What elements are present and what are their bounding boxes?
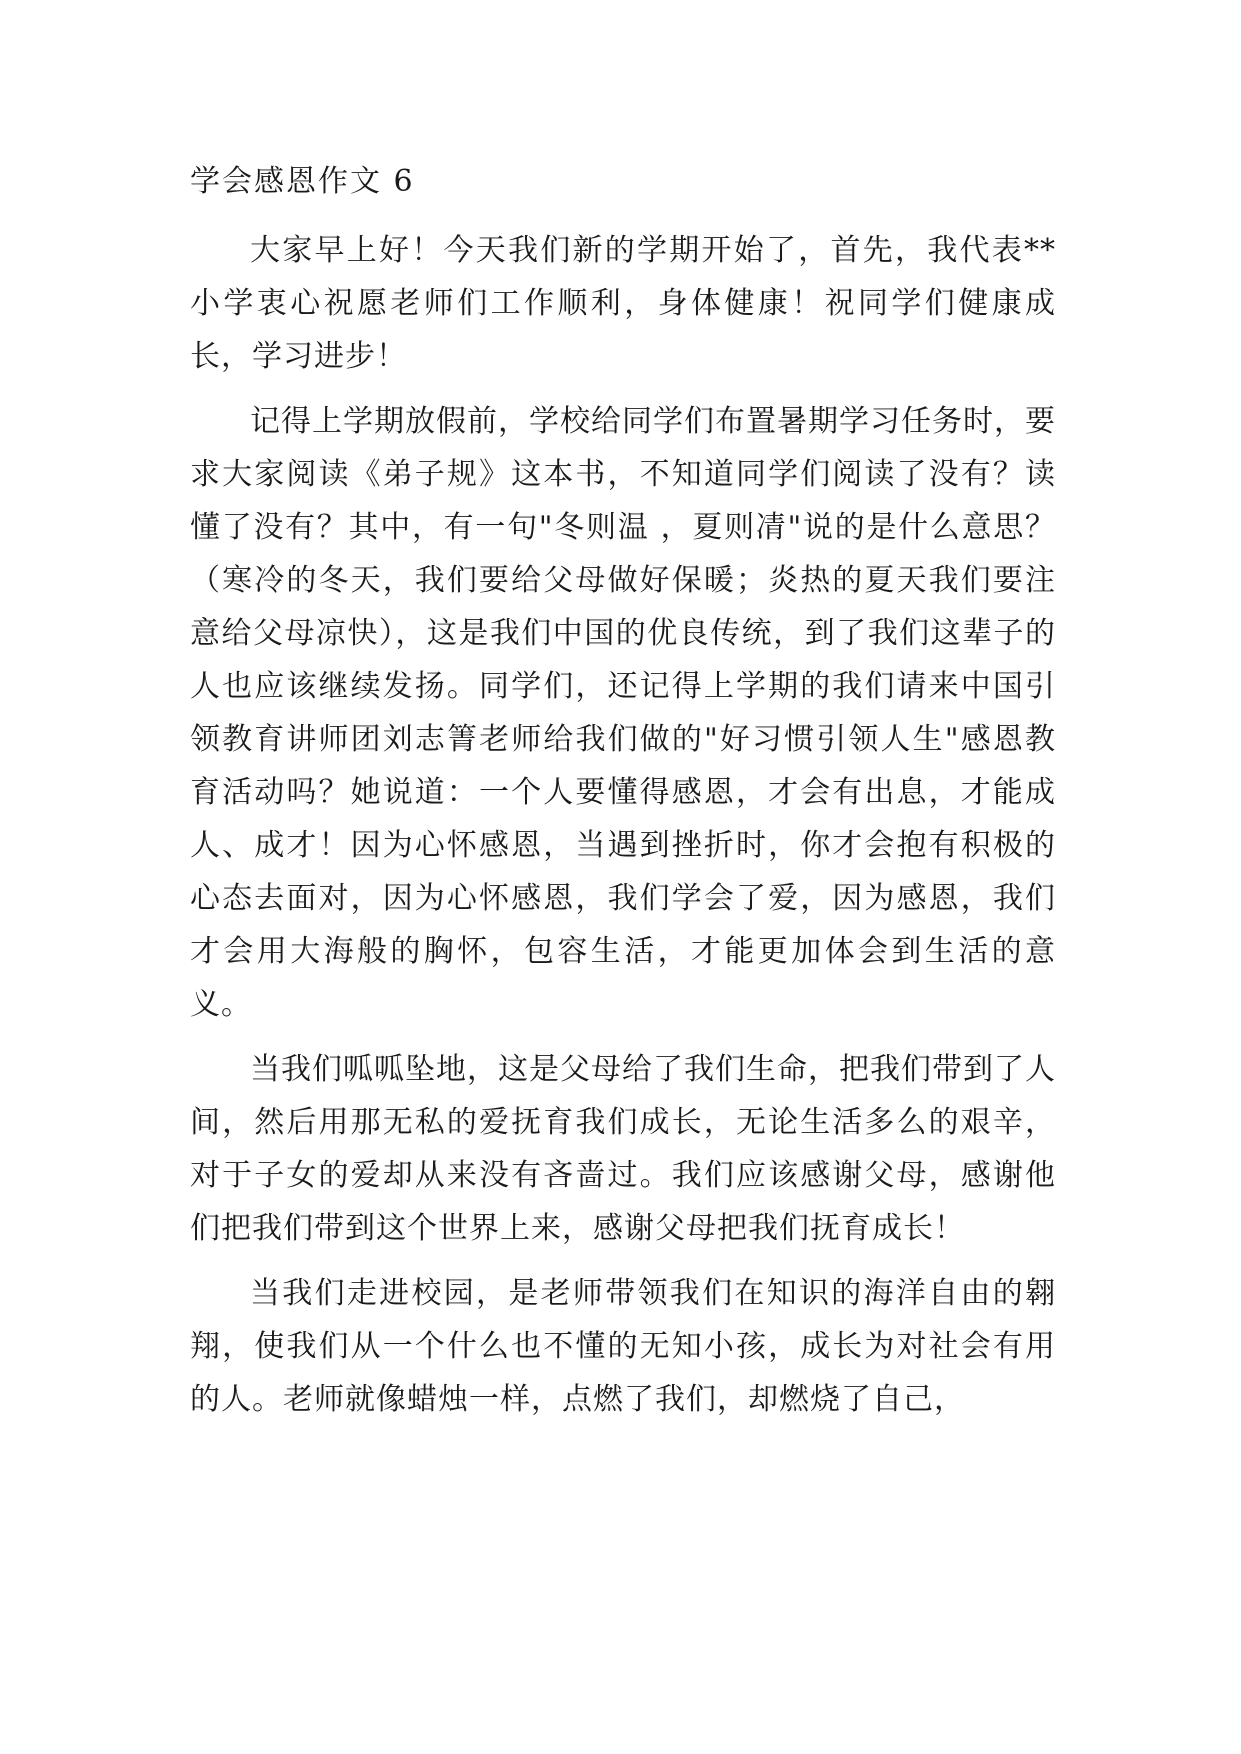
paragraph-parents: 当我们呱呱坠地，这是父母给了我们生命，把我们带到了人间，然后用那无私的爱抚育我们成长，无论生活多么的艰辛，对于子女的爱却从来没有吝啬过。我们应该感谢父母，感谢他们把我们带到这个世界上来，感谢父母把我们抚育成长！ xyxy=(190,1052,1056,1246)
document-title: 学会感恩作文 6 xyxy=(190,164,415,199)
paragraph-gratitude-lesson: 记得上学期放假前，学校给同学们布置暑期学习任务时，要求大家阅读《弟子规》这本书，不知道同学们阅读了没有？读懂了没有？其中，有一句"冬则温 ，夏则凊"说的是什么意思？（寒冷的冬天，我们要给父母做好保暖；炎热的夏天我们要注意给父母凉快），这是我们中国的优良传统，到了我们这辈子的人也应该继续发扬。同学们，还记得上学期的我们请来中国引领教育讲师团刘志箐老师给我们做的"好习惯引领人生"感恩教育活动吗？她说道：一个人要懂得感恩，才会有出息，才能成人、成才！因为心怀感恩，当遇到挫折时，你才会抱有积极的心态去面对，因为心怀感恩，我们学会了爱，因为感恩，我们才会用大海般的胸怀，包容生活，才能更加体会到生活的意义。 xyxy=(190,404,1056,1022)
paragraph-teachers: 当我们走进校园，是老师带领我们在知识的海洋自由的翱翔，使我们从一个什么也不懂的无知小孩，成长为对社会有用的人。老师就像蜡烛一样，点燃了我们，却燃烧了自己， xyxy=(190,1276,1056,1417)
paragraph-greeting: 大家早上好！今天我们新的学期开始了，首先，我代表**小学衷心祝愿老师们工作顺利，身体健康！祝同学们健康成长，学习进步！ xyxy=(190,233,1056,374)
document-body xyxy=(190,162,1056,1426)
